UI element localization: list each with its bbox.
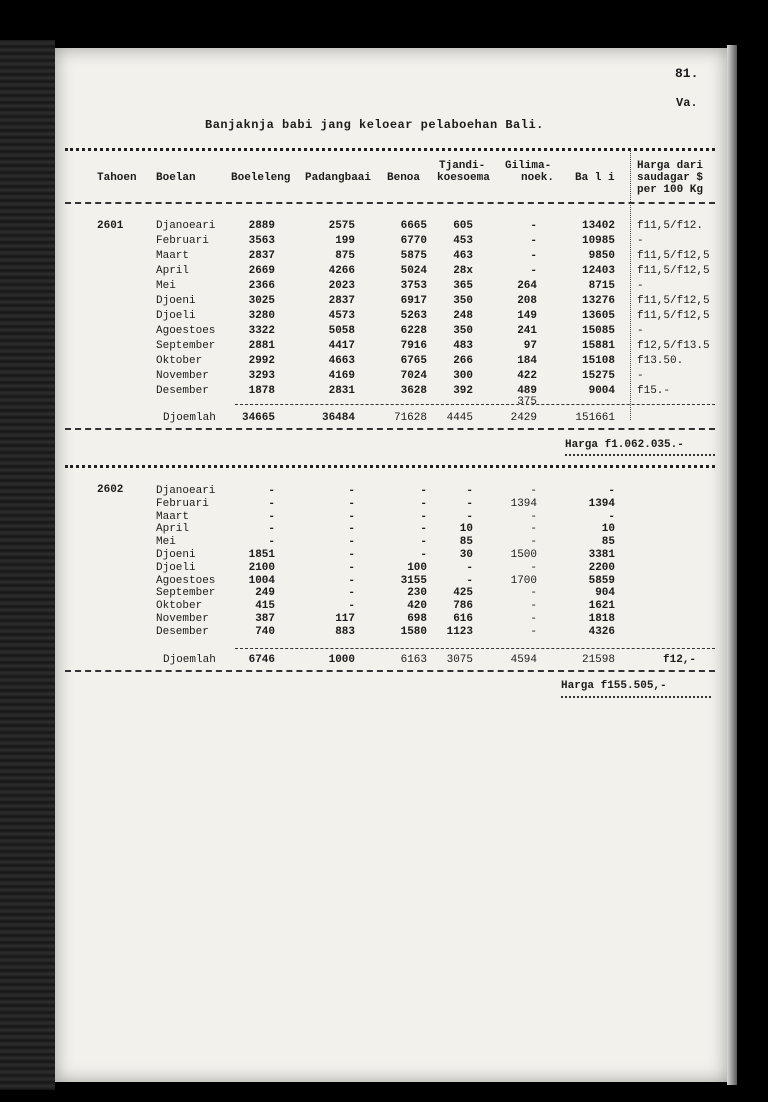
month-label: Djanoeari <box>156 220 216 232</box>
table-cell: 15085 <box>581 325 615 337</box>
month-label: Desember <box>156 626 209 638</box>
table-cell: - <box>348 485 355 497</box>
table-cell: - <box>530 235 537 247</box>
table-cell: 4417 <box>328 340 355 352</box>
table-cell: 3563 <box>248 235 275 247</box>
table-cell: 6917 <box>400 295 427 307</box>
table-cell: 1621 <box>588 600 615 612</box>
section-end-rule-2602 <box>65 670 715 672</box>
table-cell: 2366 <box>248 280 275 292</box>
table-cell: 6665 <box>400 220 427 232</box>
table-cell: - <box>268 511 275 523</box>
table-cell: 2992 <box>248 355 275 367</box>
header-harga-1: Harga dari <box>637 160 704 172</box>
table-cell: 230 <box>407 587 427 599</box>
total-cell: 4445 <box>446 412 473 424</box>
table-cell: 1878 <box>248 385 275 397</box>
table-cell: 10985 <box>581 235 615 247</box>
table-cell: - <box>420 536 427 548</box>
header-gilimanoek-1: Gilima- <box>505 160 552 172</box>
table-cell: 1123 <box>446 626 473 638</box>
month-label: Mei <box>156 280 176 292</box>
table-cell: 3322 <box>248 325 275 337</box>
header-padangbaai: Padangbaai <box>305 172 372 184</box>
header-tahoen: Tahoen <box>97 172 137 184</box>
table-cell: 13402 <box>581 220 615 232</box>
table-cell: - <box>530 562 537 574</box>
table-cell: 350 <box>453 325 473 337</box>
table-cell: 2889 <box>248 220 275 232</box>
month-label: November <box>156 613 209 625</box>
total-cell: 34665 <box>241 412 275 424</box>
table-cell: 9004 <box>588 385 615 397</box>
table-cell: 149 <box>517 310 537 322</box>
table-cell: 740 <box>255 626 275 638</box>
table-cell: - <box>420 498 427 510</box>
table-cell: 85 <box>601 536 615 548</box>
table-cell: - <box>348 536 355 548</box>
table-cell: 13605 <box>581 310 615 322</box>
month-label: Agoestoes <box>156 325 216 337</box>
table-cell: 1818 <box>588 613 615 625</box>
table-cell: - <box>268 498 275 510</box>
header-bottom-rule <box>65 202 715 204</box>
table-cell: 1500 <box>510 549 537 561</box>
table-cell: - <box>348 600 355 612</box>
table-cell: 4326 <box>588 626 615 638</box>
total-rule-2602 <box>235 648 715 649</box>
table-cell: - <box>466 511 473 523</box>
table-cell: 904 <box>595 587 615 599</box>
table-cell: 3025 <box>248 295 275 307</box>
table-cell: - <box>530 587 537 599</box>
table-cell: f11,5/f12,5 <box>637 310 710 322</box>
table-cell: 7024 <box>400 370 427 382</box>
table-cell: - <box>530 600 537 612</box>
month-label: November <box>156 370 209 382</box>
table-cell: 3753 <box>400 280 427 292</box>
month-label: Djoeni <box>156 549 196 561</box>
total-price-2602: f12,- <box>663 654 697 666</box>
table-cell: 2837 <box>248 250 275 262</box>
total-label-2601: Djoemlah <box>163 412 216 424</box>
table-cell: - <box>637 280 644 292</box>
total-cell: 6746 <box>248 654 275 666</box>
month-label: Djoeli <box>156 310 196 322</box>
table-cell: 184 <box>517 355 537 367</box>
table-cell: 1394 <box>510 498 537 510</box>
table-cell: 266 <box>453 355 473 367</box>
table-cell: - <box>348 511 355 523</box>
header-gilimanoek-2: noek. <box>521 172 555 184</box>
table-cell: - <box>637 370 644 382</box>
header-harga-3: per 100 Kg <box>637 184 704 196</box>
table-cell: - <box>637 325 644 337</box>
month-label: September <box>156 587 216 599</box>
table-cell: f13.50. <box>637 355 684 367</box>
table-cell: 4663 <box>328 355 355 367</box>
table-cell: 15108 <box>581 355 615 367</box>
table-cell: 1580 <box>400 626 427 638</box>
table-cell: 4169 <box>328 370 355 382</box>
total-rule-2601 <box>235 404 715 405</box>
table-cell: 3293 <box>248 370 275 382</box>
table-cell: 5024 <box>400 265 427 277</box>
section-separator <box>65 465 715 468</box>
header-boelan: Boelan <box>156 172 196 184</box>
page-number: 81. <box>675 66 699 81</box>
table-cell: 100 <box>407 562 427 574</box>
total-label-2602: Djoemlah <box>163 654 216 666</box>
page-edge <box>727 45 737 1085</box>
header-boeleleng: Boeleleng <box>231 172 291 184</box>
header-tjandi-1: Tjandi- <box>439 160 486 172</box>
month-label: April <box>156 523 190 535</box>
table-cell: - <box>420 485 427 497</box>
table-cell: - <box>420 511 427 523</box>
table-cell: 264 <box>517 280 537 292</box>
table-cell: 875 <box>335 250 355 262</box>
table-cell: 15275 <box>581 370 615 382</box>
table-cell: 241 <box>517 325 537 337</box>
table-cell: 28x <box>453 265 473 277</box>
table-cell: 883 <box>335 626 355 638</box>
table-cell: 4266 <box>328 265 355 277</box>
table-cell: - <box>268 536 275 548</box>
table-cell: - <box>637 235 644 247</box>
header-tjandi-2: koesoema <box>437 172 490 184</box>
month-label: September <box>156 340 216 352</box>
table-cell: 350 <box>453 295 473 307</box>
table-cell: 97 <box>523 340 537 352</box>
table-cell: 425 <box>453 587 473 599</box>
month-label: Agoestoes <box>156 575 216 587</box>
table-cell: 7916 <box>400 340 427 352</box>
header-bali: Ba l i <box>575 172 615 184</box>
month-label: Februari <box>156 498 209 510</box>
total-cell: 151661 <box>575 412 615 424</box>
table-cell: 605 <box>453 220 473 232</box>
month-label: Oktober <box>156 600 203 612</box>
table-cell: - <box>530 536 537 548</box>
table-cell: - <box>348 562 355 574</box>
header-benoa: Benoa <box>387 172 421 184</box>
month-label: Djoeli <box>156 562 196 574</box>
total-cell: 36484 <box>321 412 355 424</box>
table-cell: - <box>466 485 473 497</box>
table-cell: 1004 <box>248 575 275 587</box>
document-title: Banjaknja babi jang keloear pelaboehan Bali. <box>205 118 544 132</box>
total-cell: 1000 <box>328 654 355 666</box>
harga-total-2601: Harga f1.062.035.- <box>565 439 684 451</box>
table-cell: - <box>268 523 275 535</box>
table-cell: - <box>466 575 473 587</box>
table-cell: 463 <box>453 250 473 262</box>
table-cell: 489 <box>517 385 537 397</box>
table-cell: 13276 <box>581 295 615 307</box>
table-cell: - <box>608 485 615 497</box>
table-cell: 616 <box>453 613 473 625</box>
header-harga-2: saudagar $ <box>637 172 704 184</box>
month-label: Maart <box>156 511 190 523</box>
month-label: Djoeni <box>156 295 196 307</box>
header-top-rule <box>65 148 715 151</box>
table-cell: 248 <box>453 310 473 322</box>
year-2601: 2601 <box>97 220 124 232</box>
month-label: April <box>156 265 190 277</box>
table-cell: 6228 <box>400 325 427 337</box>
table-cell: 3628 <box>400 385 427 397</box>
table-cell: - <box>530 485 537 497</box>
table-cell: 8715 <box>588 280 615 292</box>
table-cell: - <box>530 626 537 638</box>
table-cell: - <box>530 613 537 625</box>
table-cell: 10 <box>459 523 473 535</box>
table-cell: 117 <box>335 613 355 625</box>
year-2602: 2602 <box>97 484 124 496</box>
table-cell: 249 <box>255 587 275 599</box>
table-cell: - <box>466 498 473 510</box>
table-cell: - <box>530 523 537 535</box>
table-cell: 9850 <box>588 250 615 262</box>
table-cell: 2831 <box>328 385 355 397</box>
table-cell: - <box>466 562 473 574</box>
table-cell: 10 <box>601 523 615 535</box>
table-cell: 2837 <box>328 295 355 307</box>
table-cell: - <box>530 265 537 277</box>
total-cell: 4594 <box>510 654 537 666</box>
month-label: Oktober <box>156 355 203 367</box>
table-cell: - <box>348 587 355 599</box>
table-cell: - <box>348 575 355 587</box>
table-cell: - <box>268 485 275 497</box>
table-cell: - <box>530 220 537 232</box>
harga-underline-2601 <box>565 454 715 456</box>
table-cell: 422 <box>517 370 537 382</box>
total-cell: 21598 <box>581 654 615 666</box>
table-cell: - <box>530 250 537 262</box>
table-cell: - <box>348 523 355 535</box>
total-cell: 71628 <box>393 412 427 424</box>
table-cell: 30 <box>459 549 473 561</box>
table-cell: 85 <box>459 536 473 548</box>
month-label: Desember <box>156 385 209 397</box>
total-cell: 2429 <box>510 412 537 424</box>
table-cell: 392 <box>453 385 473 397</box>
month-label: Maart <box>156 250 190 262</box>
table-cell: 1700 <box>510 575 537 587</box>
table-cell: f11,5/f12,5 <box>637 295 710 307</box>
harga-column-divider <box>630 150 631 420</box>
table-cell: f15.- <box>637 385 671 397</box>
page-subnumber: Va. <box>676 96 698 110</box>
harga-underline-2602 <box>561 696 711 698</box>
table-cell: 3155 <box>400 575 427 587</box>
table-cell: 420 <box>407 600 427 612</box>
month-label: Djanoeari <box>156 485 216 497</box>
table-cell: - <box>420 523 427 535</box>
table-cell: - <box>530 511 537 523</box>
table-cell: f11,5/f12,5 <box>637 265 710 277</box>
table-cell: 3381 <box>588 549 615 561</box>
table-cell: 698 <box>407 613 427 625</box>
total-cell: 6163 <box>400 654 427 666</box>
table-cell: f11,5/f12,5 <box>637 250 710 262</box>
table-cell: 365 <box>453 280 473 292</box>
harga-total-2602: Harga f155.505,- <box>561 680 667 692</box>
table-cell: f11,5/f12. <box>637 220 704 232</box>
table-cell: 4573 <box>328 310 355 322</box>
table-cell: - <box>420 549 427 561</box>
table-cell: 6770 <box>400 235 427 247</box>
table-cell: 5058 <box>328 325 355 337</box>
section-end-rule-2601 <box>65 428 715 430</box>
table-cell: - <box>348 498 355 510</box>
book-binding <box>0 40 55 1090</box>
table-cell: 1394 <box>588 498 615 510</box>
table-cell: 5875 <box>400 250 427 262</box>
month-label: Februari <box>156 235 209 247</box>
table-cell: f12,5/f13.5 <box>637 340 710 352</box>
table-cell: 199 <box>335 235 355 247</box>
table-cell: - <box>608 511 615 523</box>
table-cell: 2100 <box>248 562 275 574</box>
table-cell: 5859 <box>588 575 615 587</box>
table-cell: 2575 <box>328 220 355 232</box>
table-cell: 12403 <box>581 265 615 277</box>
table-cell: 786 <box>453 600 473 612</box>
table-cell: 2669 <box>248 265 275 277</box>
table-cell: 208 <box>517 295 537 307</box>
table-cell: 15881 <box>581 340 615 352</box>
table-cell: 387 <box>255 613 275 625</box>
table-cell: 2023 <box>328 280 355 292</box>
table-cell: 6765 <box>400 355 427 367</box>
table-cell: 415 <box>255 600 275 612</box>
table-cell: 3280 <box>248 310 275 322</box>
document-page <box>55 48 727 1082</box>
total-cell: 3075 <box>446 654 473 666</box>
table-cell: 2881 <box>248 340 275 352</box>
table-cell: 375 <box>517 396 537 408</box>
table-cell: 483 <box>453 340 473 352</box>
table-cell: 2200 <box>588 562 615 574</box>
table-cell: 453 <box>453 235 473 247</box>
table-cell: - <box>348 549 355 561</box>
table-cell: 300 <box>453 370 473 382</box>
table-cell: 1851 <box>248 549 275 561</box>
month-label: Mei <box>156 536 176 548</box>
table-cell: 5263 <box>400 310 427 322</box>
